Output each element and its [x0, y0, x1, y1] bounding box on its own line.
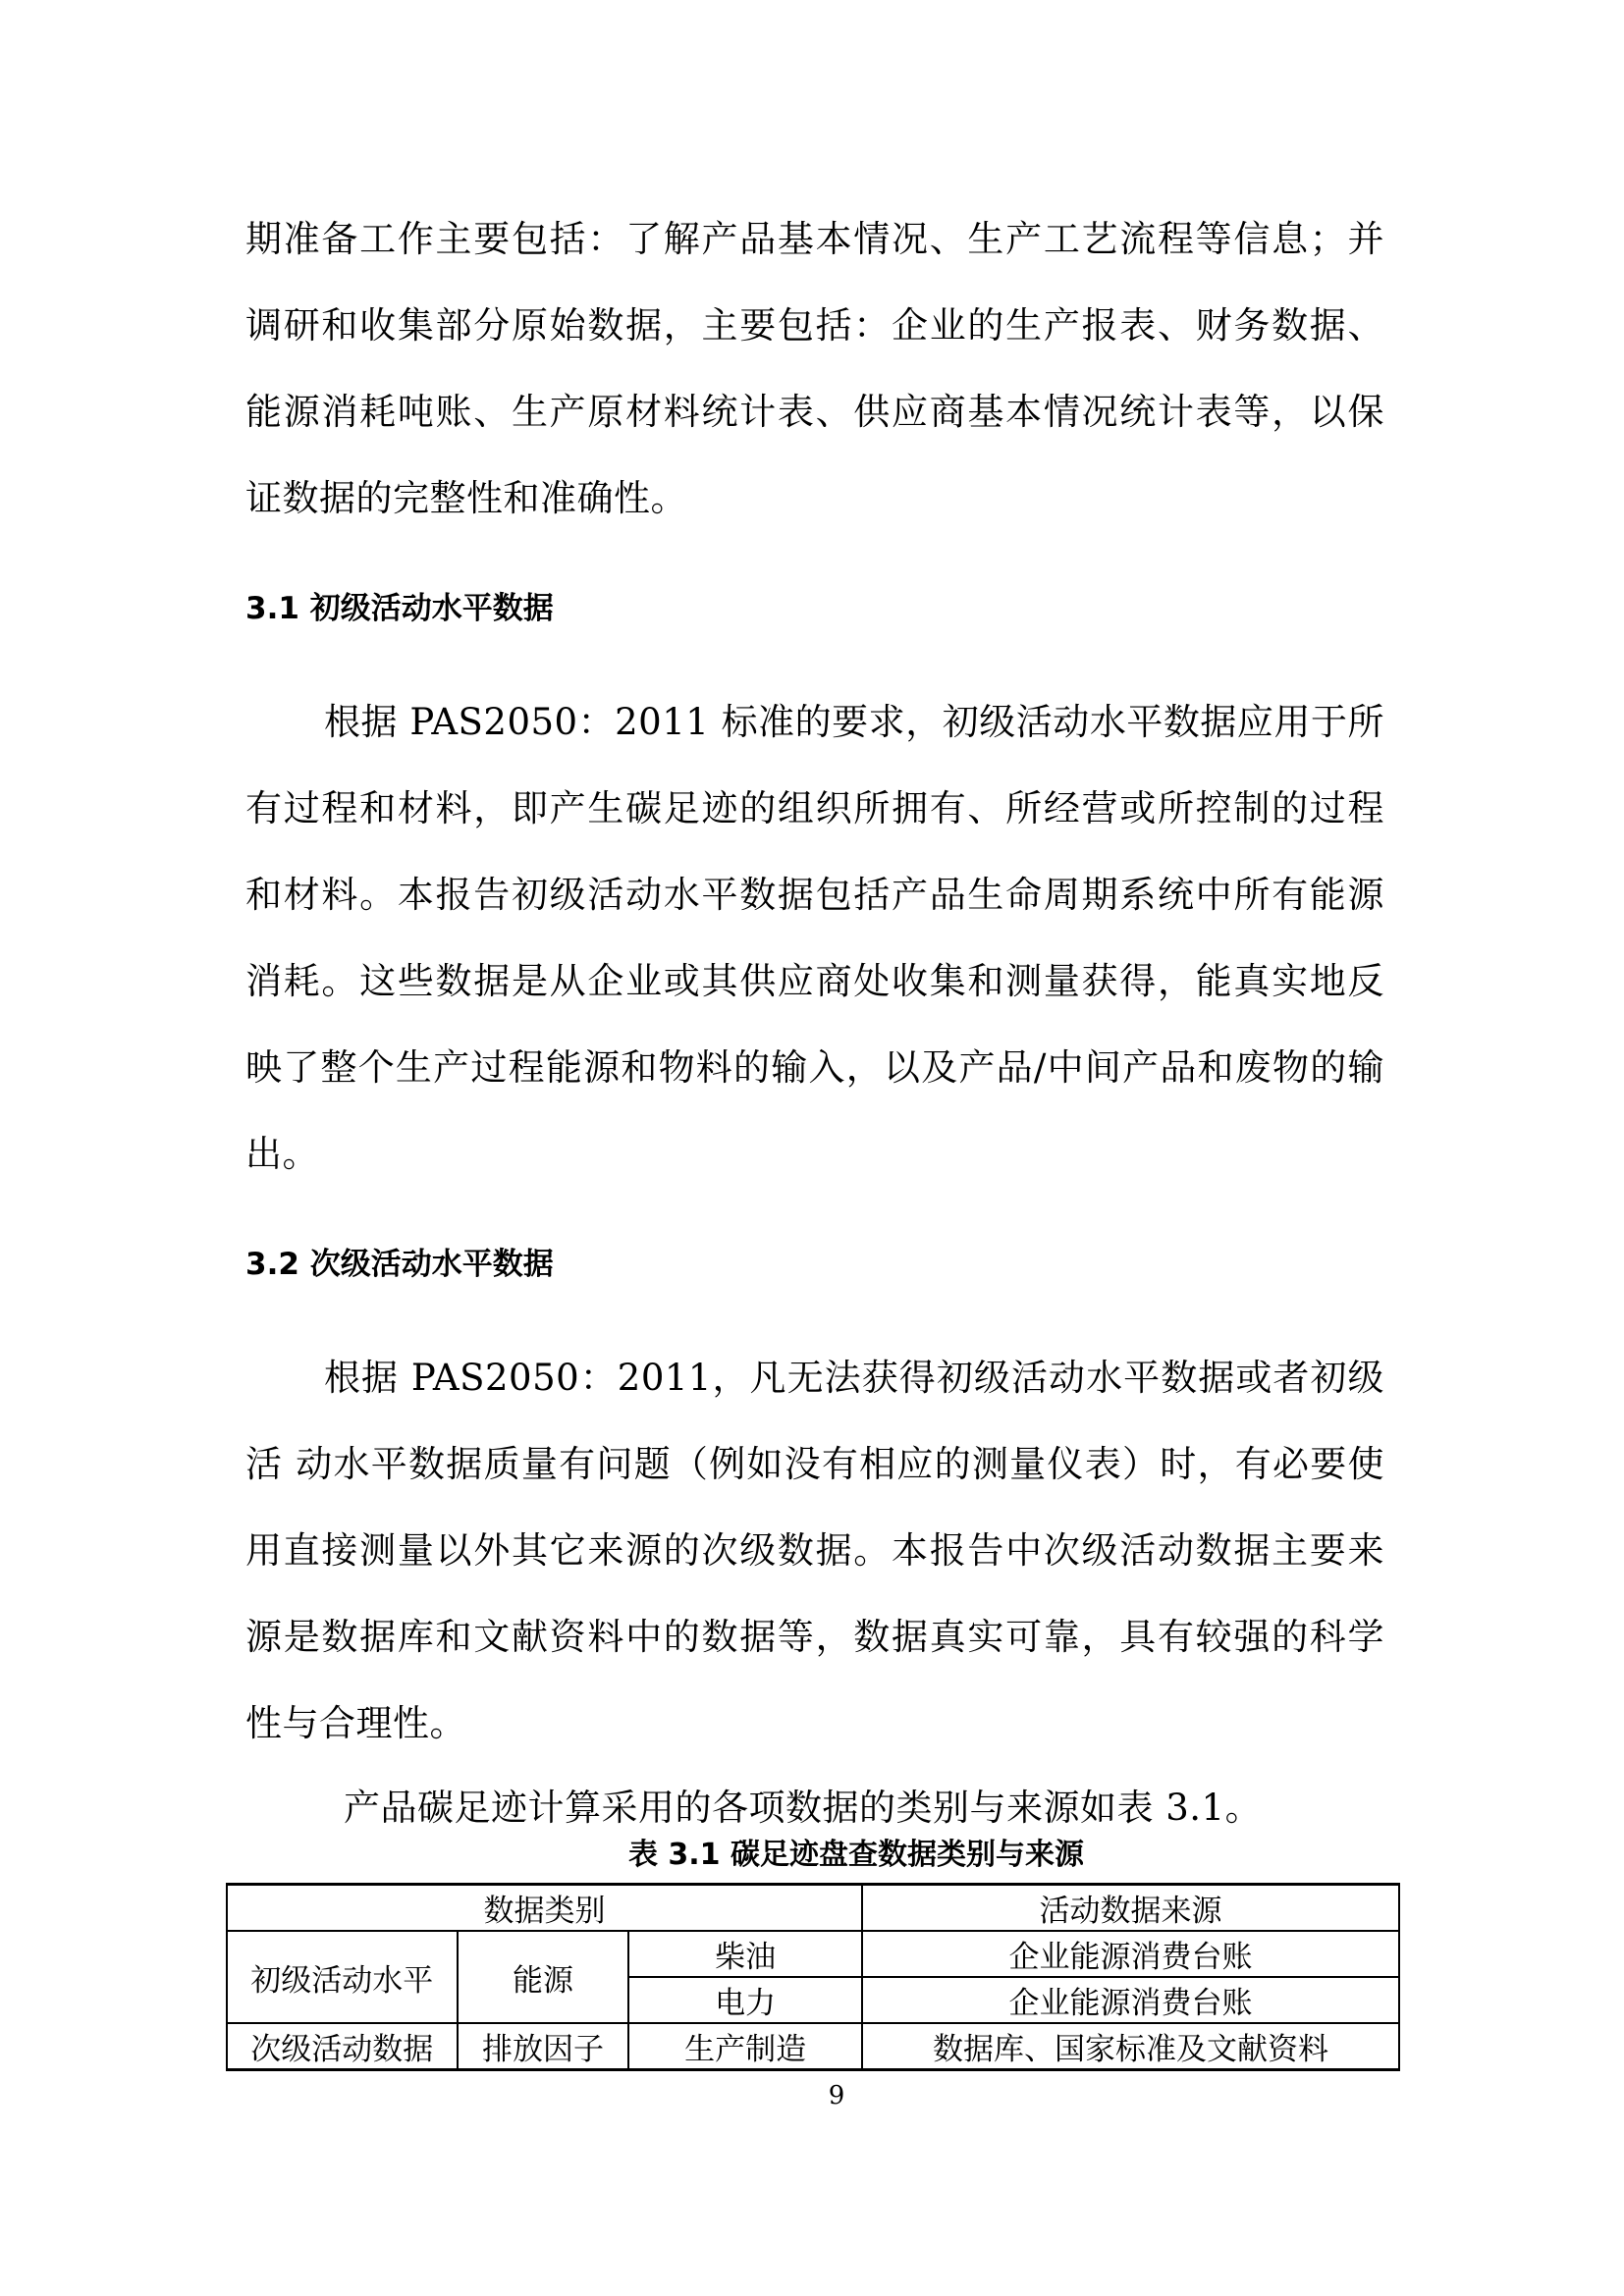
section-heading-3-2: 3.2 次级活动水平数据 — [245, 1247, 554, 1282]
cell-item: 生产制造 — [628, 2023, 862, 2070]
header-category-cell: 数据类别 — [227, 1885, 862, 1932]
body-text — [245, 196, 1384, 1849]
table-header-row — [227, 1885, 1399, 1932]
table-row — [227, 1931, 1399, 1977]
paragraph-section-3-1: 根据 PAS2050：2011 标准的要求，初级活动水平数据应用于所有过程和材料，即产生碳足迹的组织所拥有、所经营或所控制的过程和材料。本报告初级活动水平数据包括产品生命周期系统中所有能源消耗。这些数据是从企业或其供应商处收集和测量获得，能真实地反映了整个生产过程能源和物料的输入，以及产品/中间产品和废物的输出。 — [245, 701, 1384, 1175]
cell-level: 初级活动水平 — [227, 1931, 458, 2023]
paragraph-section-3-2: 根据 PAS2050：2011，凡无法获得初级活动水平数据或者初级活 动水平数据质量有问题（例如没有相应的测量仪表）时，有必要使用直接测量以外其它来源的次级数据。本报告中次级活动数据主要来源是数据库和文献资料中的数据等，数据真实可靠，具有较强的科学性与合理性。 — [245, 1357, 1384, 1744]
cell-source: 企业能源消费台账 — [862, 1931, 1399, 1977]
data-source-table — [226, 1883, 1400, 2071]
paragraph-intro: 期准备工作主要包括：了解产品基本情况、生产工艺流程等信息；并调研和收集部分原始数据，主要包括：企业的生产报表、财务数据、能源消耗吨账、生产原材料统计表、供应商基本情况统计表等，以保证数据的完整性和准确性。 — [245, 218, 1384, 519]
cell-source: 企业能源消费台账 — [862, 1977, 1399, 2023]
paragraph-table-reference: 产品碳足迹计算采用的各项数据的类别与来源如表 3.1。 — [344, 1787, 1263, 1829]
cell-level: 次级活动数据 — [227, 2023, 458, 2070]
header-source-cell: 活动数据来源 — [862, 1885, 1399, 1932]
page-number: 9 — [828, 2081, 845, 2110]
cell-item: 电力 — [628, 1977, 862, 2023]
section-heading-3-1: 3.1 初级活动水平数据 — [245, 591, 554, 626]
cell-type: 能源 — [458, 1931, 629, 2023]
cell-source: 数据库、国家标准及文献资料 — [862, 2023, 1399, 2070]
table-row — [227, 2023, 1399, 2070]
cell-item: 柴油 — [628, 1931, 862, 1977]
cell-type: 排放因子 — [458, 2023, 629, 2070]
table-caption: 表 3.1 碳足迹盘查数据类别与来源 — [627, 1838, 1085, 1872]
